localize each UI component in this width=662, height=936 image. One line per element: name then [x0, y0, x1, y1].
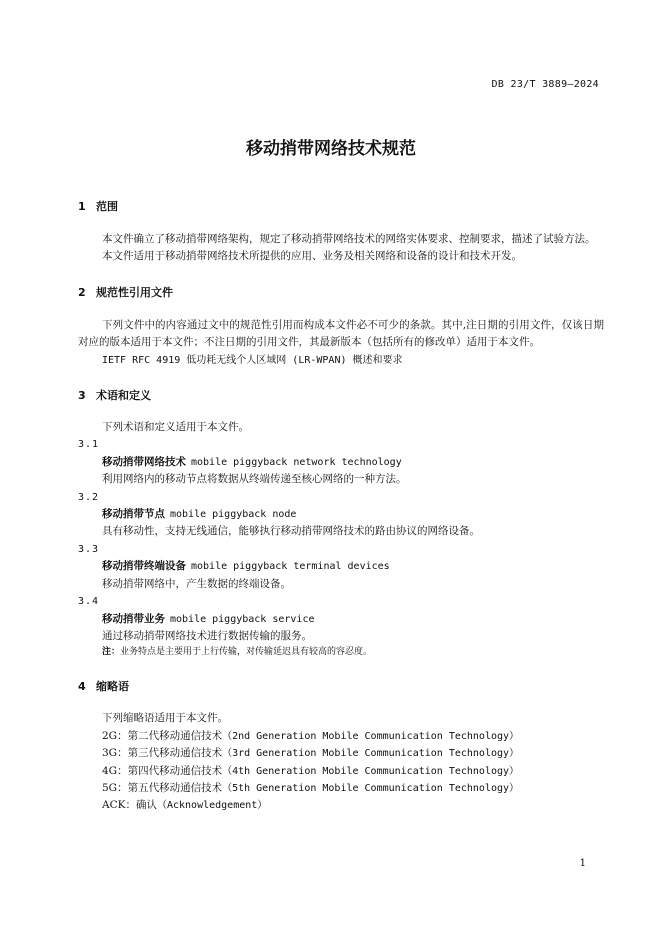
- term-heading: [78, 611, 604, 628]
- section-number: 2: [78, 285, 86, 299]
- abbreviation: 3G: [102, 747, 118, 760]
- section-title: 规范性引用文件: [96, 285, 173, 299]
- term-zh: 移动捎带业务: [102, 612, 165, 625]
- term-zh: 移动捎带终端设备: [102, 560, 186, 573]
- section-heading: [78, 680, 604, 694]
- abbreviation-item: [78, 745, 604, 762]
- abbreviation-en: （2nd Generation Mobile Communication Technology）: [222, 730, 520, 742]
- term-zh: 移动捎带网络技术: [102, 455, 186, 468]
- abbreviation-en: （Acknowledgement）: [156, 800, 268, 812]
- paragraph: 下列文件中的内容通过文中的规范性引用而构成本文件必不可少的条款。其中,注日期的引用文件，仅该日期对应的版本适用于本文件；不注日期的引用文件，其最新版本（包括所有的修改单）适用于本文件。: [78, 318, 604, 349]
- term-en: mobile piggyback terminal devices: [191, 561, 390, 573]
- separator: ：: [125, 799, 136, 812]
- term-definition: 移动捎带网络中，产生数据的终端设备。: [102, 577, 291, 590]
- term-entry: [78, 541, 604, 593]
- term-en: mobile piggyback node: [170, 509, 297, 521]
- section-number: 4: [78, 680, 86, 694]
- abbreviation-item: [78, 763, 604, 780]
- section-title: 范围: [96, 200, 118, 213]
- abbreviation-item: [78, 728, 604, 745]
- paragraph: 本文件确立了移动捎带网络架构，规定了移动捎带网络技术的网络实体要求、控制要求，描述了试验方法。: [102, 233, 596, 245]
- term-en: mobile piggyback service: [170, 613, 315, 625]
- term-heading: [78, 558, 604, 575]
- term-number: 3.3: [78, 543, 100, 555]
- abbreviation-zh: 确认: [135, 799, 157, 812]
- abbreviation-item: [78, 797, 604, 814]
- term-zh: 移动捎带节点: [102, 508, 165, 521]
- separator: ：: [117, 781, 128, 794]
- section-title: 缩略语: [96, 680, 129, 694]
- section-number: 3: [78, 389, 86, 403]
- abbreviation-item: [78, 780, 604, 797]
- abbreviation: 2G: [102, 729, 118, 742]
- note: [78, 645, 604, 660]
- abbreviation-en: （4th Generation Mobile Communication Technology）: [222, 765, 520, 777]
- paragraph: 下列缩略语适用于本文件。: [102, 712, 228, 725]
- abbreviation-zh: 第五代移动通信技术: [127, 781, 223, 794]
- term-entry: [78, 593, 604, 645]
- standard-number: DB 23/T 3889—2024: [491, 79, 599, 90]
- term-number: 3.2: [78, 491, 100, 503]
- section-normative-references: [78, 286, 604, 369]
- term-entry: [78, 436, 604, 488]
- abbreviation-en: （3rd Generation Mobile Communication Technology）: [222, 748, 520, 760]
- abbreviation-zh: 第四代移动通信技术: [127, 764, 223, 777]
- document-body: [78, 200, 604, 815]
- note-text: 业务特点是主要用于上行传输，对传输延迟具有较高的容忍度。: [120, 647, 373, 658]
- abbreviation-zh: 第二代移动通信技术: [127, 729, 223, 742]
- section-terms-definitions: [78, 389, 604, 660]
- note-label: 注：: [102, 647, 121, 658]
- section-heading: [78, 200, 604, 214]
- section-abbreviations: [78, 680, 604, 814]
- section-heading: [78, 389, 604, 403]
- term-en: mobile piggyback network technology: [191, 456, 402, 468]
- section-heading: [78, 286, 604, 300]
- abbreviation: ACK: [102, 799, 126, 812]
- term-heading: [78, 506, 604, 523]
- term-entry: [78, 489, 604, 541]
- separator: ：: [117, 764, 128, 777]
- term-heading: [78, 454, 604, 471]
- term-definition: 通过移动捎带网络技术进行数据传输的服务。: [102, 629, 312, 642]
- paragraph: 下列术语和定义适用于本文件。: [102, 421, 249, 434]
- section-number: 1: [78, 200, 86, 213]
- section-scope: [78, 200, 604, 266]
- document-title: 移动捎带网络技术规范: [246, 139, 416, 159]
- separator: ：: [117, 747, 128, 760]
- term-definition: 具有移动性，支持无线通信，能够执行移动捎带网络技术的路由协议的网络设备。: [102, 525, 480, 538]
- abbreviation: 5G: [102, 781, 118, 794]
- separator: ：: [117, 729, 128, 742]
- term-number: 3.1: [78, 439, 100, 451]
- abbreviation: 4G: [102, 764, 118, 777]
- term-definition: 利用网络内的移动节点将数据从终端传递至核心网络的一种方法。: [102, 473, 407, 486]
- abbreviation-en: （5th Generation Mobile Communication Technology）: [222, 782, 520, 794]
- section-title: 术语和定义: [96, 389, 151, 403]
- paragraph: 本文件适用于移动捎带网络技术所提供的应用、业务及相关网络和设备的设计和技术开发。: [102, 250, 522, 263]
- page-number: 1: [579, 858, 586, 869]
- abbreviation-zh: 第三代移动通信技术: [127, 747, 223, 760]
- reference-item: IETF RFC 4919 低功耗无线个人区域网 (LR-WPAN) 概述和要求: [102, 354, 403, 366]
- term-number: 3.4: [78, 596, 100, 608]
